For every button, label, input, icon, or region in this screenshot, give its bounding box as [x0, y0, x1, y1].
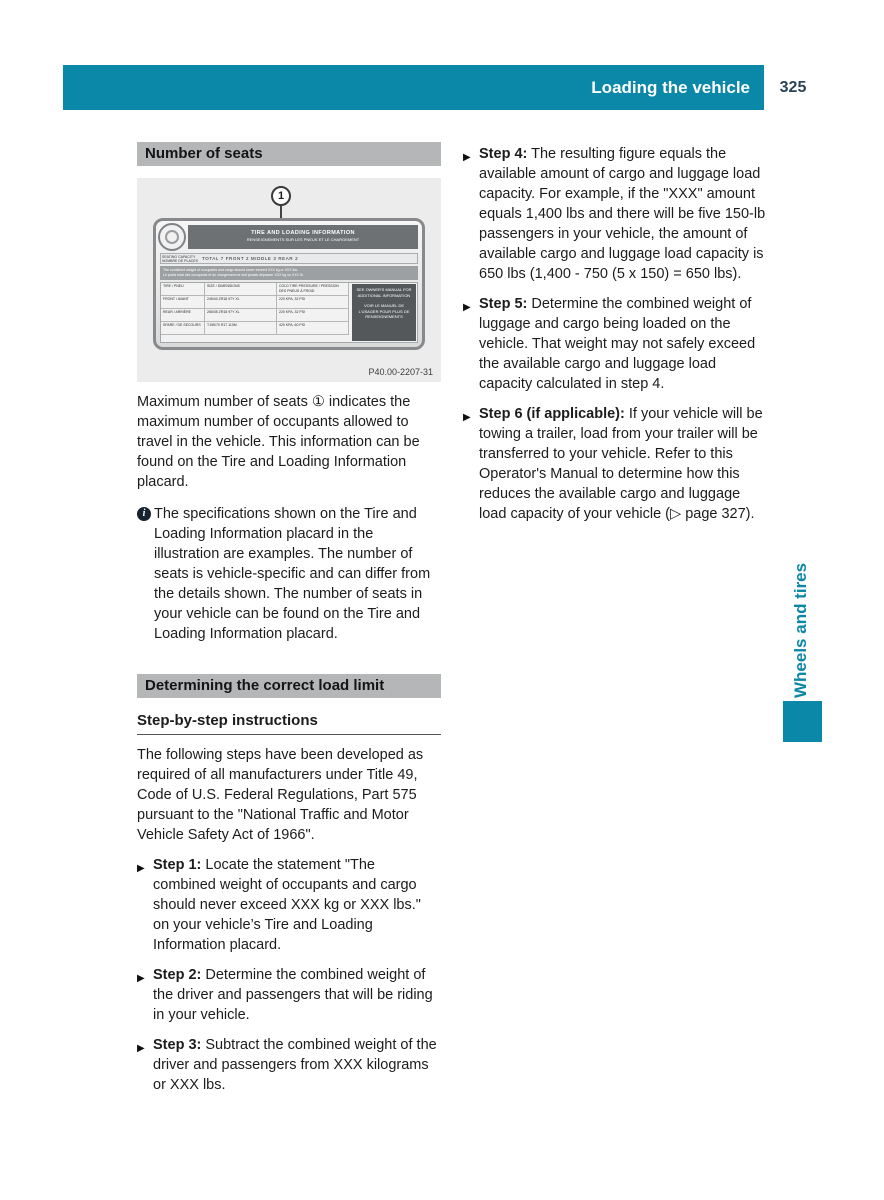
step-text: Subtract the combined weight of the driver and passengers from XXX kilograms or XXX lbs.: [153, 1037, 437, 1093]
step-text: Locate the statement "The combined weight of occupants and cargo should never exceed XXX kg or XXX lbs." on your vehicle’s Tire and Loading Information placard.: [153, 857, 421, 953]
placard-see-manual-fr: VOIR LE MANUEL DE L'USAGER POUR PLUS DE RENSEIGNEMENTS: [358, 303, 410, 319]
step-marker-icon: ▶: [137, 1043, 145, 1054]
step-label: Step 2:: [153, 967, 202, 983]
placard-cell: 420 KPA, 60 PSI: [277, 322, 349, 334]
info-note: [137, 504, 441, 644]
placard-cell: SIZE / DIMENSIONS: [205, 283, 277, 295]
placard-weight-fr: Le poids total des occupants et du chargement ne doit jamais dépasser XXX kg ou XXX lb.: [163, 273, 304, 277]
wheel-logo-icon: [158, 223, 186, 251]
info-icon: i: [137, 507, 151, 521]
placard-seating-row: [160, 253, 418, 264]
placard-tire-table: [160, 282, 418, 343]
placard-table-header-row: [161, 283, 349, 296]
placard-cell: 220 KPA, 32 PSI: [277, 309, 349, 321]
step-text: Determine the combined weight of luggage and cargo being loaded on the vehicle. That weight may not safely exceed the available cargo and luggage load capacity calculated in step 4.: [479, 296, 756, 392]
callout-1-icon: 1: [271, 186, 291, 206]
tire-loading-placard: [153, 218, 425, 350]
wheel-logo-hub: [165, 230, 179, 244]
page-number: 325: [779, 78, 807, 96]
placard-seating-label: [161, 255, 198, 263]
step-label: Step 5:: [479, 296, 528, 312]
placard-cell: 245/40 ZR18 97Y XL: [205, 296, 277, 308]
placard-seating-label-en: SEATING CAPACITY: [162, 254, 196, 259]
step-text: If your vehicle will be towing a trailer, load from your trailer will be transferred to your vehicle. Refer to this Operator's Manual to determine how this reduces the available cargo and luggage load capacity of your vehicle (▷ page 327).: [479, 406, 763, 522]
step-label: Step 6 (if applicable):: [479, 406, 625, 422]
placard-weight-band: [160, 266, 418, 280]
page-title: Loading the vehicle: [591, 77, 750, 97]
placard-cell: FRONT / AVANT: [161, 296, 205, 308]
placard-title-en: TIRE AND LOADING INFORMATION: [251, 230, 355, 236]
step-item-4: [463, 144, 769, 284]
step-text: Determine the combined weight of the driver and passengers that will be riding in your vehicle.: [153, 967, 433, 1023]
placard-seating-cells: TOTAL 7 FRONT 2 MIDDLE 3 REAR 2: [201, 256, 299, 261]
placard-figure: [137, 178, 441, 382]
placard-cell: TIRE / PNEU: [161, 283, 205, 295]
section-heading-number-of-seats: Number of seats: [137, 142, 441, 166]
placard-table-row-rear: [161, 309, 349, 322]
placard-table-row-front: [161, 296, 349, 309]
step-marker-icon: ▶: [463, 412, 471, 423]
figure-caption: P40.00-2207-31: [368, 367, 433, 377]
placard-see-manual-box: [352, 284, 416, 341]
chapter-tab-label: Wheels and tires: [791, 562, 810, 698]
placard-header-band: [188, 225, 418, 249]
step-item-6: [463, 404, 769, 524]
step-label: Step 4:: [479, 146, 528, 162]
placard-table-row-spare: [161, 322, 349, 335]
placard-title-fr: RENSEIGNEMENTS SUR LES PNEUS ET LE CHARGEMENT: [246, 237, 360, 242]
page-header-bar: [63, 65, 764, 110]
right-column: [463, 144, 769, 524]
placard-cell: 220 KPA, 32 PSI: [277, 296, 349, 308]
placard-cell: T155/70 R17 110M: [205, 322, 277, 334]
step-item-1: [137, 855, 441, 955]
callout-line: [280, 205, 282, 219]
left-column: [137, 142, 441, 1095]
placard-cell: COLD TIRE PRESSURE / PRESSION DES PNEUS À FROID: [277, 283, 349, 295]
placard-cell: REAR / ARRIÈRE: [161, 309, 205, 321]
placard-cell: 265/35 ZR18 97Y XL: [205, 309, 277, 321]
seats-paragraph: Maximum number of seats ① indicates the maximum number of occupants allowed to travel in the vehicle. This information can be found on the Tire and Loading Information placard.: [137, 394, 420, 490]
section-heading-load-limit: Determining the correct load limit: [137, 674, 441, 698]
placard-weight-en: The combined weight of occupants and cargo should never exceed XXX kg or XXX lbs.: [163, 268, 299, 272]
chapter-tab-marker: [783, 701, 822, 742]
step-marker-icon: ▶: [137, 863, 145, 874]
step-marker-icon: ▶: [463, 152, 471, 163]
placard-see-manual-en: SEE OWNER'S MANUAL FOR ADDITIONAL INFORMATION: [356, 287, 412, 298]
placard-cell: SPARE / DE SECOURS: [161, 322, 205, 334]
step-marker-icon: ▶: [137, 973, 145, 984]
intro-paragraph: The following steps have been developed as required of all manufacturers under Title 49, Code of U.S. Federal Regulations, Part 575 pursuant to the "National Traffic and Motor Vehicle Safety Act of 1966".: [137, 747, 424, 843]
step-label: Step 1:: [153, 857, 202, 873]
step-item-5: [463, 294, 769, 394]
info-note-text: The specifications shown on the Tire and Loading Information placard in the illustration are examples. The number of seats is vehicle-specific and can differ from the details shown. The number of seats in your vehicle can be found on the Tire and Loading Information placard.: [154, 506, 431, 642]
subheading-step-by-step: Step-by-step instructions: [137, 712, 441, 735]
step-item-2: [137, 965, 441, 1025]
step-item-3: [137, 1035, 441, 1095]
placard-seating-label-fr: NOMBRE DE PLACES: [162, 258, 198, 263]
step-marker-icon: ▶: [463, 302, 471, 313]
step-text: The resulting figure equals the available amount of cargo and luggage load capacity. For example, if the "XXX" amount equals 1,400 lbs and there will be five 150-lb passengers in your vehicle, the amount of available cargo and luggage load capacity is 650 lbs (1,400 - 750 (5 x 150) = 650 lbs).: [479, 146, 766, 282]
step-label: Step 3:: [153, 1037, 202, 1053]
